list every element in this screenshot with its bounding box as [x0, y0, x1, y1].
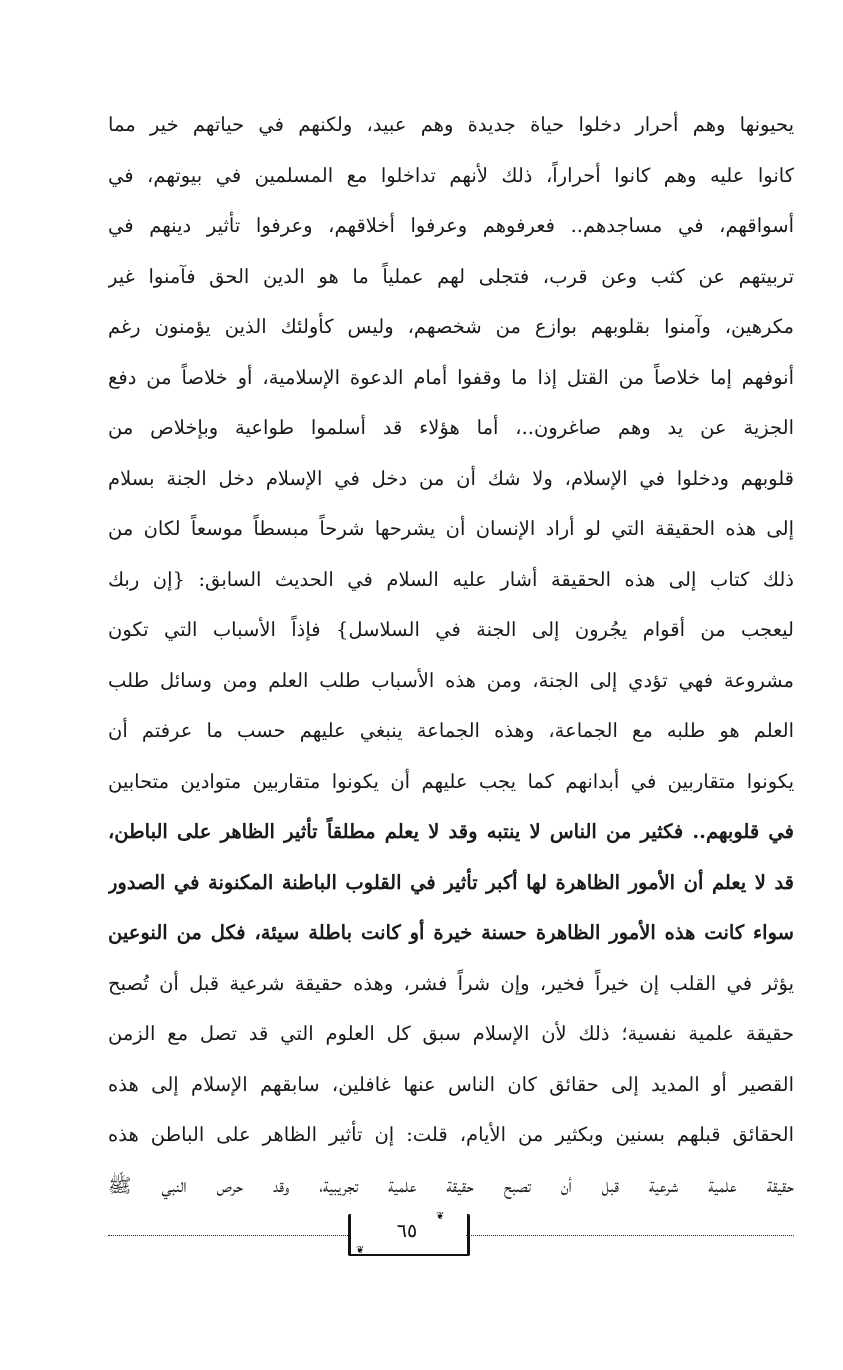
flourish-icon: ❦: [436, 1211, 445, 1222]
text-line: إلى هذه الحقيقة التي لو أراد الإنسان أن يشرحها شرحاً مبسطاً موسعاً لكان من: [108, 517, 794, 540]
flourish-icon: ❦: [356, 1245, 365, 1256]
page-number: ٦٥: [396, 1220, 418, 1242]
text-line: يحيونها وهم أحرار دخلوا حياة جديدة وهم عبيد، ولكنهم في حياتهم خير مما: [108, 113, 794, 136]
text-line: سواء كانت هذه الأمور الظاهرة حسنة خيرة أو كانت باطلة سيئة، فكل من النوعين: [108, 921, 794, 944]
text-line: قد لا يعلم أن الأمور الظاهرة لها أكبر تأثير في القلوب الباطنة المكنونة في الصدور: [108, 870, 794, 894]
text-line: حقيقة علمية شرعية قبل أن تصبح حقيقة علمية تجريبية، وقد حرص النبي ﷺ: [108, 1173, 794, 1197]
text-line: ليعجب من أقوام يجُرون إلى الجنة في السلاسل} فإذاً الأسباب التي تكون: [108, 618, 794, 641]
text-line: يؤثر في القلب إن خيراً فخير، وإن شراً فشر، وهذه حقيقة شرعية قبل أن تُصبح: [108, 971, 794, 995]
dotted-rule-left: [108, 1235, 348, 1236]
text-line: الحقائق قبلهم بسنين وبكثير من الأيام، قلت: إن تأثير الظاهر على الباطن هذه: [108, 1123, 794, 1146]
text-line: القصير أو المديد إلى حقائق كان الناس عنها غافلين، سابقهم الإسلام إلى هذه: [108, 1072, 794, 1096]
text-line: أنوفهم إما خلاصاً من القتل إذا ما وقفوا أمام الدعوة الإسلامية، أو خلاصاً من دفع: [108, 365, 794, 389]
text-line: مكرهين، وآمنوا بقلوبهم بوازع من شخصهم، وليس كأولئك الذين يؤمنون رغم: [108, 315, 794, 338]
text-line: مشروعة فهي تؤدي إلى الجنة، ومن هذه الأسباب طلب العلم ومن وسائل طلب: [108, 668, 794, 692]
text-line: يكونوا متقاربين في أبدانهم كما يجب عليهم أن يكونوا متقاربين متوادين متحابين: [108, 769, 794, 793]
dotted-rule-right: [466, 1235, 794, 1236]
text-line: كانوا عليه وهم كانوا أحراراً، ذلك لأنهم تداخلوا مع المسلمين في بيوتهم، في: [108, 163, 794, 187]
text-line: الجزية عن يد وهم صاغرون..، أما هؤلاء قد أسلموا طواعية وبإخلاص من: [108, 416, 794, 439]
text-line: حقيقة علمية نفسية؛ ذلك لأن الإسلام سبق كل العلوم التي قد تصل مع الزمن: [108, 1022, 794, 1045]
page-footer: [108, 1212, 794, 1262]
text-line: ذلك كتاب إلى هذه الحقيقة أشار عليه السلام في الحديث السابق: {إن ربك: [108, 567, 794, 591]
text-line: في قلوبهم.. فكثير من الناس لا ينتبه وقد لا يعلم مطلقاً تأثير الظاهر على الباطن،: [108, 820, 794, 843]
body-text: [108, 100, 794, 1211]
page-number-frame: [348, 1211, 466, 1256]
text-line: تربيتهم عن كثب وعن قرب، فتجلى لهم عملياً ما هو الدين الحق فآمنوا غير: [108, 264, 794, 288]
text-line: أسواقهم، في مساجدهم.. فعرفوهم وعرفوا أخلاقهم، وعرفوا تأثير دينهم في: [108, 214, 794, 237]
text-line: العلم هو طلبه مع الجماعة، وهذه الجماعة ينبغي عليهم حسب ما عرفتم أن: [108, 719, 794, 742]
text-line: قلوبهم ودخلوا في الإسلام، ولا شك أن من دخل في الإسلام دخل الجنة بسلام: [108, 466, 794, 490]
